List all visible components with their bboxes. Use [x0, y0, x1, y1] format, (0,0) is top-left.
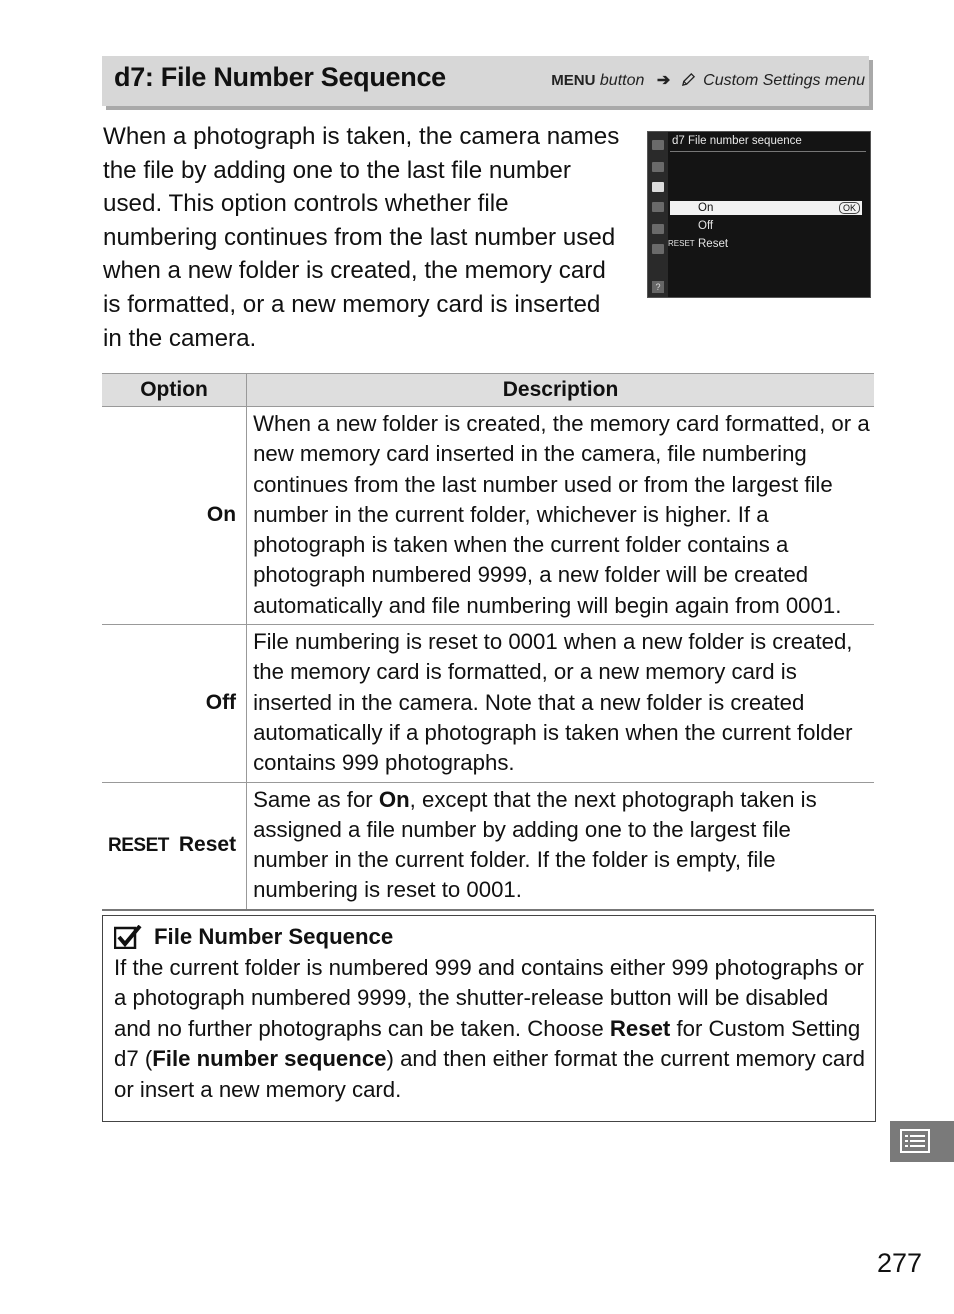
description-text: Same as for	[253, 786, 379, 812]
playback-icon	[652, 140, 664, 150]
table-row	[102, 407, 874, 625]
screen-title: d7 File number sequence	[672, 135, 802, 147]
reset-key-label: RESET	[108, 834, 169, 856]
description-cell: File numbering is reset to 0001 when a new folder is created, the memory card is formatted, or a new memory card is inserted in the camera. Note that a new folder is created automatically if a photograph is taken when the current folder contains 999 photographs.	[247, 625, 874, 782]
pencil-icon	[681, 72, 696, 87]
note-title: File Number Sequence	[154, 924, 394, 949]
note-text: ) and then either format the current memory card or insert a new memory card.	[114, 1046, 865, 1102]
screen-item-reset	[670, 237, 862, 251]
note-text: for Custom Setting d7 (	[114, 1015, 861, 1071]
note-text: If the current folder is numbered 999 and contains either 999 photographs or a photograph numbered 9999, the shutter-release button will be disabled and no further photographs can be taken. Choose	[114, 954, 864, 1041]
menu-button-text: button	[599, 72, 645, 89]
menu-key-label: MENU	[551, 72, 596, 89]
option-cell	[102, 782, 247, 910]
retouch-icon	[652, 224, 664, 234]
intro-paragraph: When a photograph is taken, the camera names the file by adding one to the last file number used. This option controls whether file numbering continues from the last number used when a new folder is created, the memory card is formatted, or a new memory card is inserted in the camera.	[103, 123, 620, 352]
note-box	[102, 915, 876, 1122]
page-number: 277	[876, 1248, 922, 1278]
menu-sidebar	[648, 132, 668, 297]
screen-item-off	[670, 219, 862, 233]
description-header: Description	[247, 374, 874, 407]
description-text: , except that the next photograph taken is assigned a file number by adding one to the largest file number in the current folder. If the folder is empty, file numbering is reset to 0001.	[253, 786, 817, 903]
my-menu-icon	[652, 244, 664, 254]
note-bold: File number sequence	[152, 1046, 387, 1071]
section-tab	[890, 1121, 954, 1162]
menu-list-icon	[900, 1129, 930, 1153]
option-label: Reset	[178, 832, 237, 856]
table-row	[102, 782, 874, 910]
shooting-icon	[652, 162, 664, 172]
reset-key-label: RESET	[668, 239, 695, 248]
custom-settings-menu-text: Custom Settings menu	[703, 72, 865, 89]
setup-icon	[652, 202, 664, 212]
screen-item-label: Reset	[698, 238, 729, 250]
options-table	[102, 373, 874, 911]
option-header: Option	[102, 374, 247, 407]
description-bold: On	[378, 786, 410, 812]
divider	[670, 151, 866, 152]
table-row	[102, 625, 874, 782]
screen-item-on	[670, 201, 862, 215]
description-cell: When a new folder is created, the memory card formatted, or a new memory card inserted in the camera, file numbering continues from the last number used or from the largest file number in the current folder, whichever is higher. If a photograph is taken when the current folder contains a photograph numbered 9999, a new folder will be created automatically and file numbering will begin again from 0001.	[247, 407, 874, 625]
note-heading	[114, 922, 865, 953]
ok-badge: OK	[839, 202, 860, 214]
option-cell: Off	[102, 625, 247, 782]
checkmark-icon	[114, 925, 142, 949]
note-body	[114, 953, 865, 1106]
note-bold: Reset	[609, 1015, 671, 1041]
custom-settings-icon	[652, 182, 664, 192]
help-icon: ?	[652, 281, 664, 293]
menu-path	[551, 70, 865, 90]
screen-item-label: Off	[698, 220, 714, 232]
camera-screen	[647, 131, 871, 298]
arrow-icon: ➔	[656, 72, 671, 89]
screen-item-label: On	[698, 202, 714, 214]
section-header	[102, 56, 869, 106]
description-cell	[247, 782, 874, 910]
table-header-row	[102, 374, 874, 407]
page-title: d7: File Number Sequence	[114, 62, 446, 92]
option-cell: On	[102, 407, 247, 625]
